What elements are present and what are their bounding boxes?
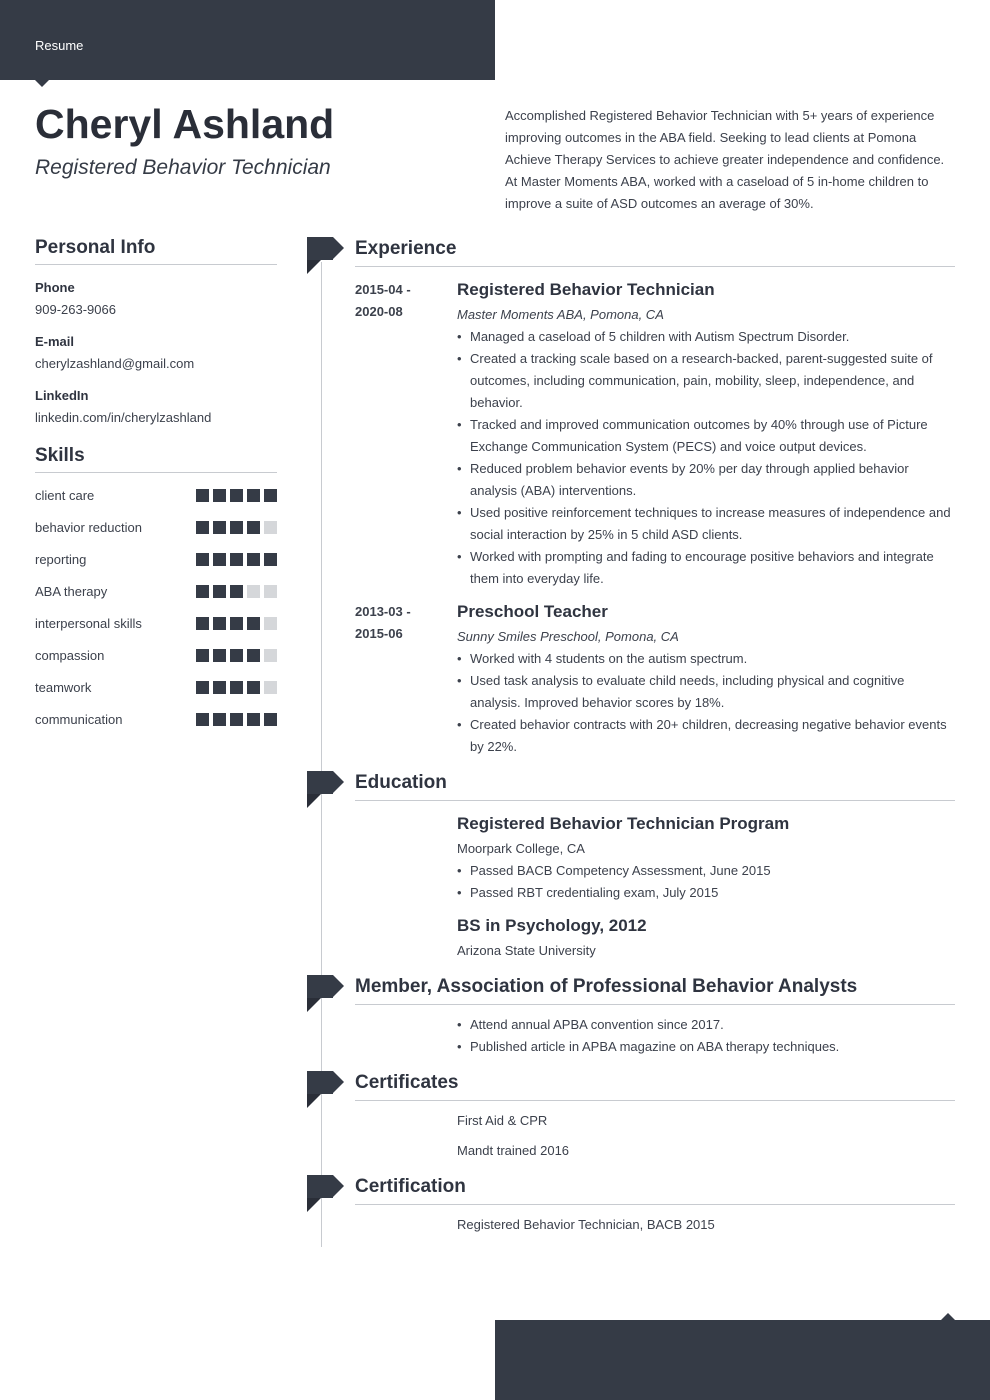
skill-level-filled-square	[213, 649, 226, 662]
skill-level-filled-square	[247, 489, 260, 502]
linkedin-label: LinkedIn	[35, 388, 89, 403]
education-heading: Education	[355, 771, 955, 801]
skill-row	[35, 543, 277, 575]
education-1-school: Moorpark College, CA	[457, 841, 585, 856]
job-2-date-start: 2013-03 -	[355, 604, 411, 619]
skill-row	[35, 703, 277, 735]
skills-heading: Skills	[35, 445, 277, 473]
job-1-bullet: • Used positive reinforcement techniques to increase measures of independence and social interaction by 25% in 5 child ASD clients.	[457, 502, 955, 546]
email-value: cherylzashland@gmail.com	[35, 356, 195, 371]
job-2-bullet: • Created behavior contracts with 20+ children, decreasing negative behavior events by 22%.	[457, 714, 955, 758]
job-2-dates	[355, 601, 411, 645]
skill-level-empty-square	[264, 649, 277, 662]
footer-notch	[941, 1313, 955, 1320]
membership-heading: Member, Association of Professional Behavior Analysts	[355, 975, 955, 1005]
candidate-title: Registered Behavior Technician	[35, 156, 331, 179]
skill-row	[35, 575, 277, 607]
skill-level-filled-square	[247, 553, 260, 566]
membership-bullet: • Attend annual APBA convention since 2017.	[457, 1014, 955, 1036]
skill-level-filled-square	[230, 617, 243, 630]
skill-level-empty-square	[264, 521, 277, 534]
skill-level-filled-square	[196, 553, 209, 566]
linkedin-value: linkedin.com/in/cherylzashland	[35, 410, 212, 425]
skill-level-filled-square	[196, 585, 209, 598]
job-2-bullet: • Used task analysis to evaluate child needs, including physical and cognitive analysis. Improved behavior scores by 18%.	[457, 670, 955, 714]
job-2-company: Sunny Smiles Preschool, Pomona, CA	[457, 629, 679, 644]
skill-level-filled-square	[230, 681, 243, 694]
skill-level-filled-square	[196, 681, 209, 694]
skill-level-filled-square	[213, 713, 226, 726]
membership-entry	[457, 1014, 955, 1058]
education-1-bullet: • Passed BACB Competency Assessment, June 2015	[457, 860, 955, 882]
education-1-bullets	[457, 860, 955, 904]
certificate-item: First Aid & CPR	[457, 1113, 548, 1128]
job-2-bullet: • Worked with 4 students on the autism spectrum.	[457, 648, 955, 670]
education-2-title: BS in Psychology, 2012	[457, 916, 647, 935]
job-1-title: Registered Behavior Technician	[457, 280, 715, 299]
skill-name: ABA therapy	[35, 583, 108, 599]
skill-row	[35, 479, 277, 511]
skill-level-empty-square	[264, 617, 277, 630]
job-1-bullets	[457, 326, 955, 590]
skill-level-filled-square	[196, 489, 209, 502]
personal-info-heading: Personal Info	[35, 237, 277, 265]
header-notch	[35, 80, 49, 87]
profile-summary: Accomplished Registered Behavior Technician with 5+ years of experience improving outcomes in the ABA field. Seeking to lead clients at Pomona Achieve Therapy Services to achieve greater independence and confidence. At Master Moments ABA, worked with a caseload of 5 in-home children to improve a suite of ASD outcomes an average of 30%.	[505, 108, 945, 211]
skill-row	[35, 671, 277, 703]
skill-level-filled-square	[247, 617, 260, 630]
skill-level-filled-square	[213, 585, 226, 598]
skill-level-filled-square	[196, 521, 209, 534]
job-1-bullet: • Worked with prompting and fading to encourage positive behaviors and integrate them into everyday life.	[457, 546, 955, 590]
skill-level-rating	[196, 489, 277, 502]
experience-heading: Experience	[355, 237, 955, 267]
certificate-item: Mandt trained 2016	[457, 1143, 570, 1158]
skill-level-rating	[196, 521, 277, 534]
skill-level-filled-square	[213, 489, 226, 502]
skill-level-rating	[196, 585, 277, 598]
job-1-dates	[355, 279, 411, 323]
job-1-date-end: 2020-08	[355, 304, 403, 319]
footer-bar	[495, 1320, 990, 1400]
job-1-bullet: • Tracked and improved communication outcomes by 40% through use of Picture Exchange Communication System (PECS) and voice output devices.	[457, 414, 955, 458]
skill-level-empty-square	[264, 585, 277, 598]
skill-level-filled-square	[264, 713, 277, 726]
certification-item: Registered Behavior Technician, BACB 2015	[457, 1217, 715, 1232]
job-1	[457, 279, 955, 590]
skill-level-filled-square	[247, 649, 260, 662]
skill-name: client care	[35, 487, 95, 503]
job-1-bullet: • Created a tracking scale based on a research-backed, parent-suggested suite of outcomes, including communication, pain, mobility, sleep, independence, and behavior.	[457, 348, 955, 414]
skill-level-filled-square	[230, 553, 243, 566]
certification-entry	[457, 1214, 955, 1236]
skill-level-filled-square	[247, 681, 260, 694]
skill-level-filled-square	[230, 649, 243, 662]
skill-row	[35, 607, 277, 639]
job-2	[457, 601, 955, 758]
skill-level-filled-square	[247, 521, 260, 534]
skill-level-filled-square	[213, 521, 226, 534]
skill-level-rating	[196, 649, 277, 662]
job-2-bullets	[457, 648, 955, 758]
skill-level-rating	[196, 553, 277, 566]
skill-level-rating	[196, 681, 277, 694]
education-1-title: Registered Behavior Technician Program	[457, 814, 790, 833]
education-2	[457, 915, 955, 962]
job-1-bullet: • Reduced problem behavior events by 20% per day through applied behavior analysis (ABA) interventions.	[457, 458, 955, 502]
certification-heading: Certification	[355, 1175, 955, 1205]
skill-level-filled-square	[264, 553, 277, 566]
job-1-bullet: • Managed a caseload of 5 children with Autism Spectrum Disorder.	[457, 326, 955, 348]
skill-level-filled-square	[196, 617, 209, 630]
skill-level-filled-square	[230, 489, 243, 502]
experience-flag-icon	[307, 237, 344, 274]
skill-level-filled-square	[230, 521, 243, 534]
skill-name: reporting	[35, 551, 87, 567]
email-label: E-mail	[35, 334, 75, 349]
skill-row	[35, 511, 277, 543]
document-label: Resume	[35, 38, 84, 53]
skill-name: compassion	[35, 647, 105, 663]
job-1-date-start: 2015-04 -	[355, 282, 411, 297]
membership-flag-icon	[307, 975, 344, 1012]
job-2-date-end: 2015-06	[355, 626, 403, 641]
skill-level-empty-square	[264, 681, 277, 694]
certificates-flag-icon	[307, 1071, 344, 1108]
skill-name: teamwork	[35, 679, 92, 695]
skill-level-empty-square	[247, 585, 260, 598]
membership-bullet: • Published article in APBA magazine on ABA therapy techniques.	[457, 1036, 955, 1058]
skill-level-filled-square	[213, 553, 226, 566]
job-1-company: Master Moments ABA, Pomona, CA	[457, 307, 664, 322]
skill-name: interpersonal skills	[35, 615, 142, 631]
job-2-title: Preschool Teacher	[457, 602, 608, 621]
phone-label: Phone	[35, 280, 75, 295]
skill-level-filled-square	[213, 681, 226, 694]
skill-level-filled-square	[264, 489, 277, 502]
skill-name: behavior reduction	[35, 519, 142, 535]
header-bar	[0, 0, 495, 80]
skill-level-filled-square	[230, 713, 243, 726]
skill-level-filled-square	[247, 713, 260, 726]
education-flag-icon	[307, 771, 344, 808]
certificates-entry	[457, 1110, 955, 1162]
skill-level-filled-square	[230, 585, 243, 598]
skill-level-rating	[196, 617, 277, 630]
education-2-school: Arizona State University	[457, 943, 596, 958]
certification-flag-icon	[307, 1175, 344, 1212]
skill-level-rating	[196, 713, 277, 726]
candidate-name: Cheryl Ashland	[35, 101, 335, 147]
certificates-heading: Certificates	[355, 1071, 955, 1101]
education-1-bullet: • Passed RBT credentialing exam, July 2015	[457, 882, 955, 904]
education-1	[457, 813, 955, 904]
skill-name: communication	[35, 711, 123, 727]
skill-row	[35, 639, 277, 671]
skill-level-filled-square	[196, 649, 209, 662]
skill-list	[35, 479, 277, 735]
left-column	[35, 237, 277, 735]
membership-bullets	[457, 1014, 955, 1058]
skill-level-filled-square	[196, 713, 209, 726]
skill-level-filled-square	[213, 617, 226, 630]
phone-value: 909-263-9066	[35, 302, 116, 317]
